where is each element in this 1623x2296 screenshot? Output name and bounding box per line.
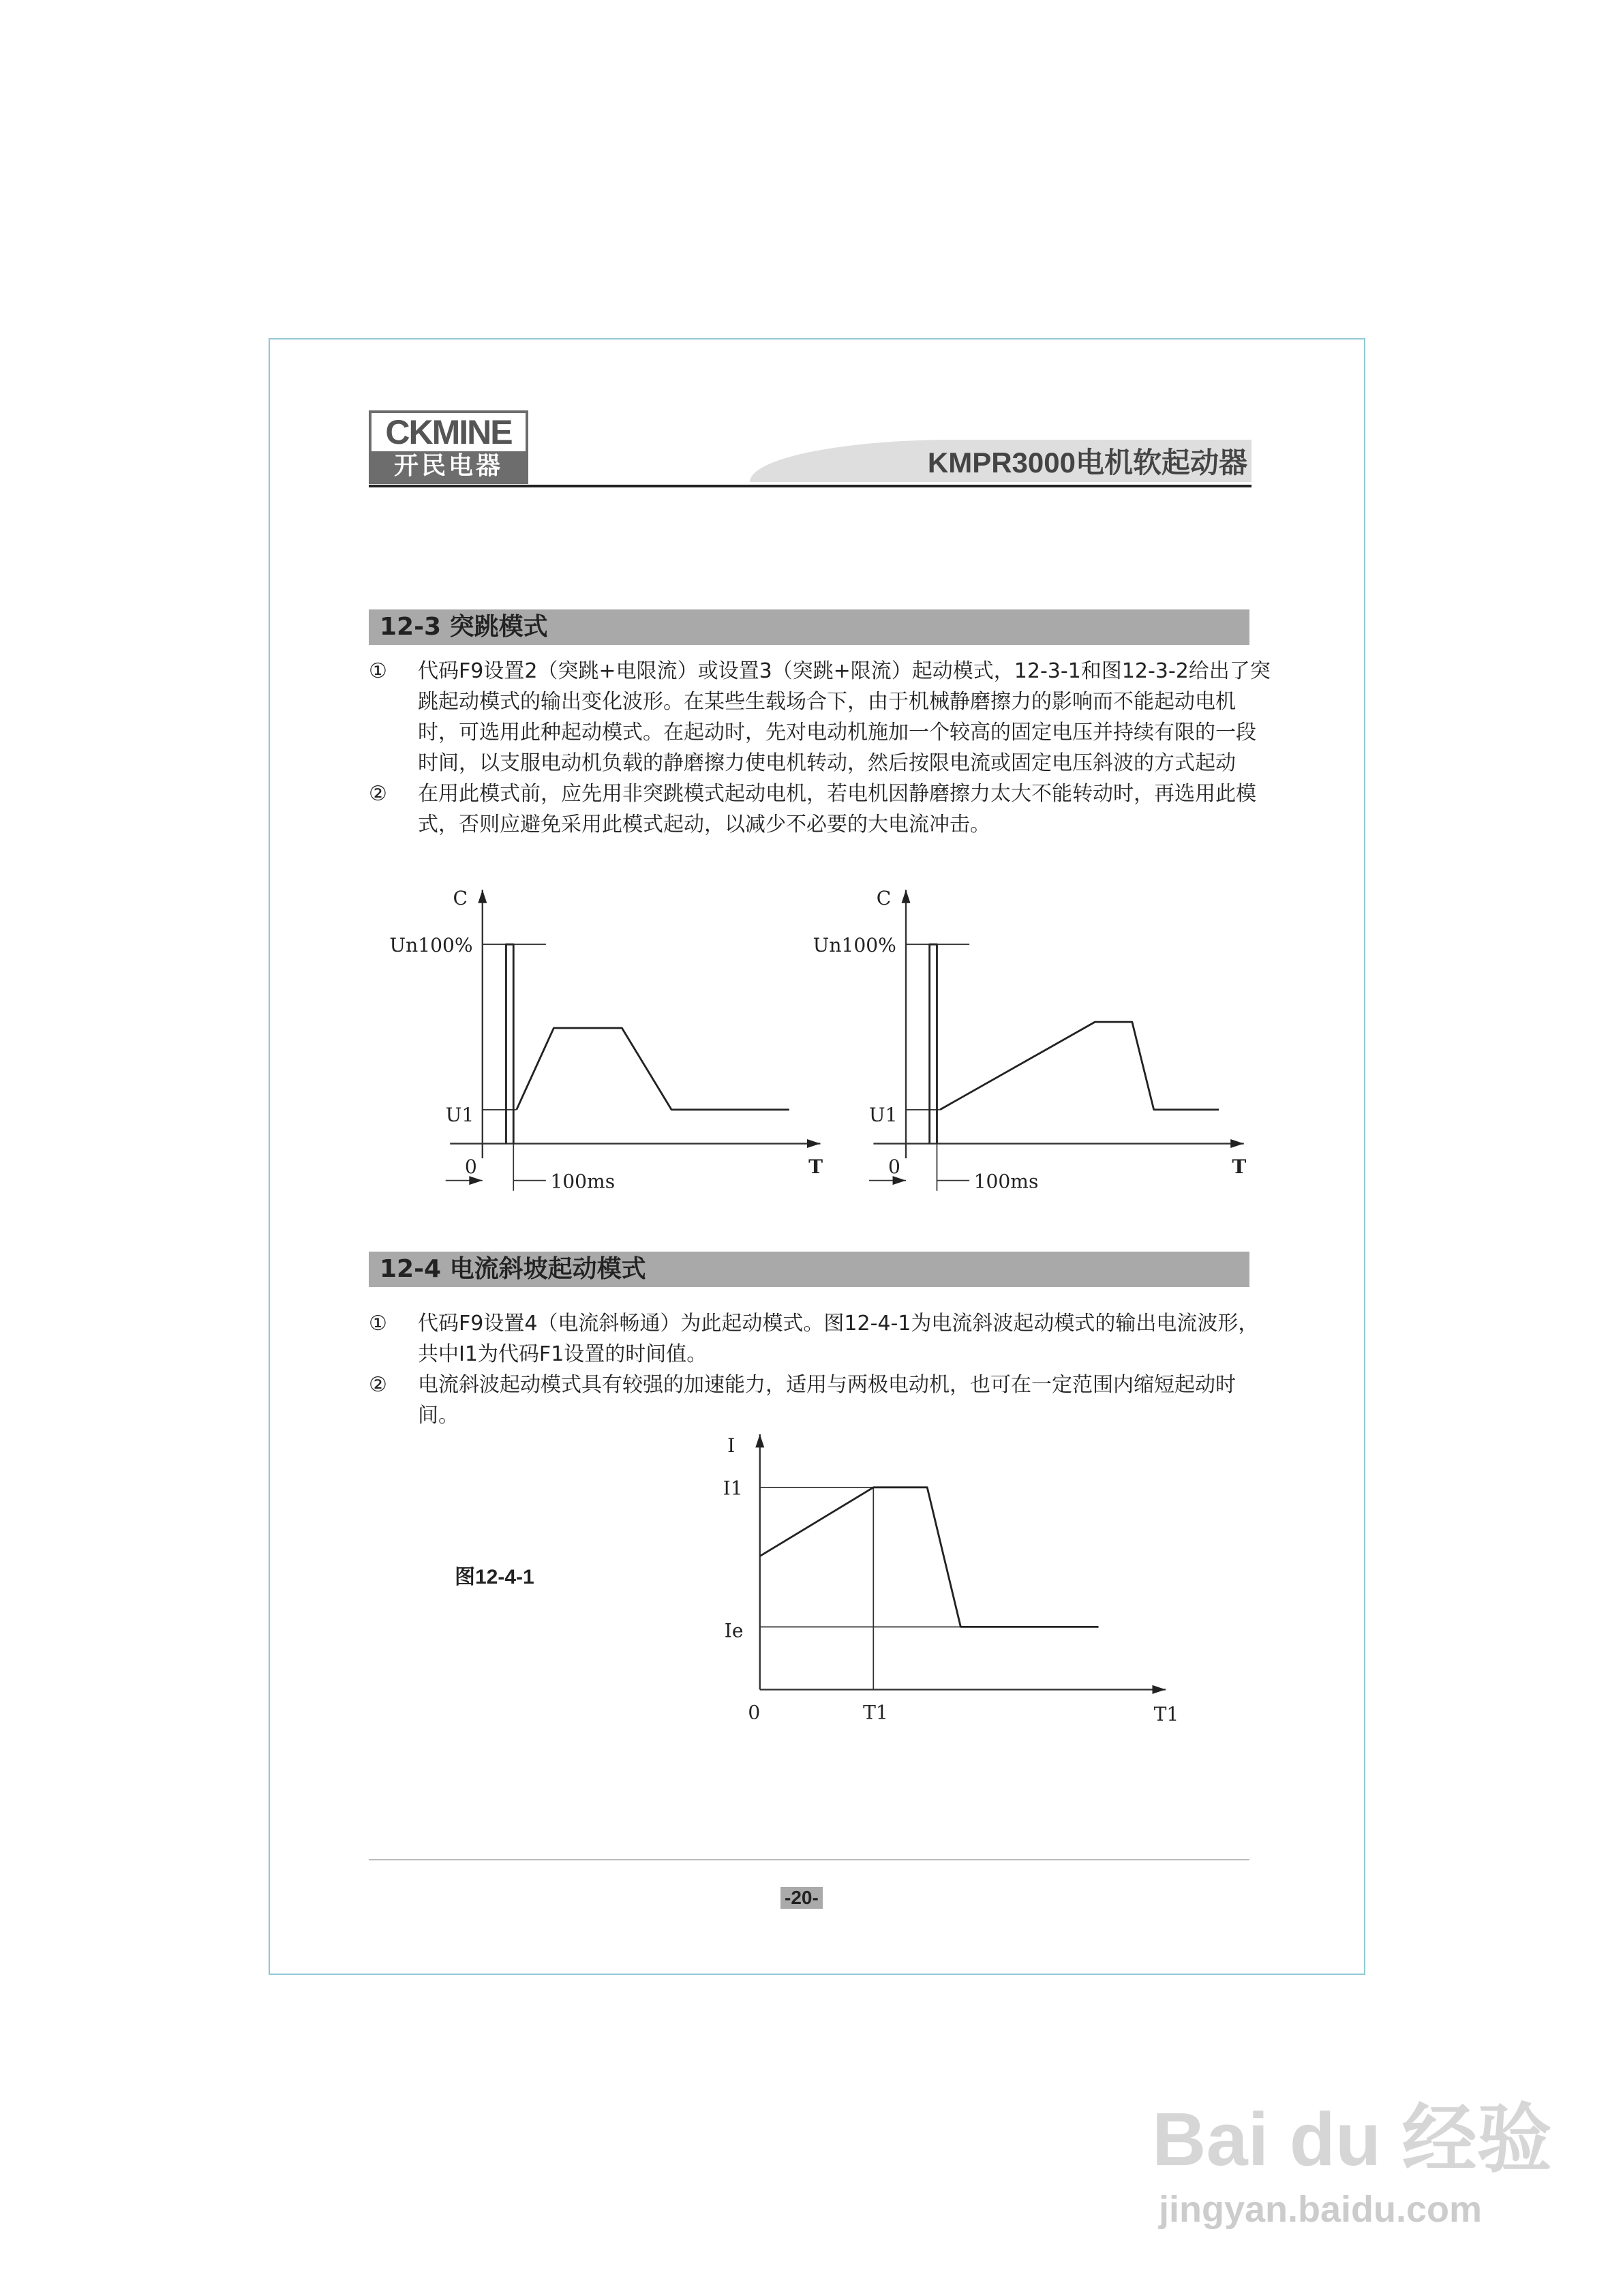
logo-text-cn: 开民电器	[393, 452, 503, 480]
series-kick	[506, 944, 513, 1143]
series-kick	[930, 944, 937, 1143]
x-axis-label: T	[1232, 1155, 1247, 1178]
x-axis-label: T	[808, 1155, 823, 1178]
origin-label: 0	[748, 1701, 761, 1724]
marker-label: 100ms	[550, 1170, 616, 1193]
footer-divider	[369, 1859, 1249, 1860]
item-number: ①	[369, 1312, 387, 1335]
item-text: 电流斜波起动模式具有较强的加速能力，适用与两极电动机，也可在一定范围内缩短起动时间。	[418, 1373, 1236, 1428]
logo-text-en: CKMINE	[371, 413, 526, 451]
y-axis-arrow-icon	[478, 890, 487, 903]
item-text: 在用此模式前，应先用非突跳模式起动电机，若电机因静磨擦力太大不能转动时，再选用此模式，否则应避免采用此模式起动，以减少不必要的大电流冲击。	[418, 782, 1256, 836]
level-label-high: Un100%	[389, 934, 473, 957]
item-number: ①	[369, 659, 387, 683]
y-axis-arrow-icon	[755, 1434, 764, 1447]
y-axis-label: C	[876, 886, 892, 909]
level-label-low: U1	[445, 1104, 474, 1127]
series-ramp	[517, 1028, 789, 1110]
watermark-brand: Bai du 经验	[1152, 2098, 1552, 2181]
section-heading-12-4: 12-4 电流斜坡起动模式	[369, 1252, 1249, 1287]
page-number: -20-	[780, 1887, 823, 1909]
document-title: KMPR3000电机软起动器	[927, 447, 1247, 479]
watermark-url: jingyan.baidu.com	[1159, 2189, 1483, 2230]
x-axis-arrow-icon	[1153, 1685, 1166, 1694]
section-heading-12-3: 12-3 突跳模式	[369, 609, 1249, 645]
item-number: ②	[369, 1373, 387, 1397]
x-axis-arrow-icon	[1230, 1139, 1243, 1148]
level-label-high: I1	[723, 1477, 743, 1500]
figure-label: 图12-4-1	[455, 1566, 534, 1588]
x-tick-label: T1	[863, 1701, 888, 1724]
marker-label: 100ms	[973, 1170, 1039, 1193]
y-axis-arrow-icon	[902, 890, 911, 903]
series-ramp	[940, 1022, 1219, 1110]
x-axis-arrow-icon	[807, 1139, 820, 1148]
origin-label: 0	[464, 1155, 477, 1178]
level-label-high: Un100%	[813, 934, 896, 957]
y-axis-label: C	[453, 886, 468, 909]
x-axis-label: T1	[1153, 1702, 1179, 1725]
y-axis-label: I	[727, 1434, 735, 1457]
origin-label: 0	[888, 1155, 900, 1178]
item-text: 代码F9设置2（突跳+电限流）或设置3（突跳+限流）起动模式，12-3-1和图12-3-2给出了突跳起动模式的输出变化波形。在某些生载场合下，由于机械静磨擦力的影响而不能起动电机时，可选用此种起动模式。在起动时，先对电动机施加一个较高的固定电压并持续有限的一段时间，以支服电动机负载的静磨擦力使电机转动，然后按限电流或固定电压斜波的方式起动	[418, 659, 1271, 775]
level-label-low: U1	[868, 1104, 898, 1127]
item-number: ②	[369, 782, 387, 806]
item-text: 代码F9设置4（电流斜畅通）为此起动模式。图12-4-1为电流斜波起动模式的输出电流波形，共中I1为代码F1设置的时间值。	[418, 1312, 1259, 1366]
level-label-low: Ie	[724, 1619, 744, 1642]
series-current	[760, 1487, 1099, 1627]
